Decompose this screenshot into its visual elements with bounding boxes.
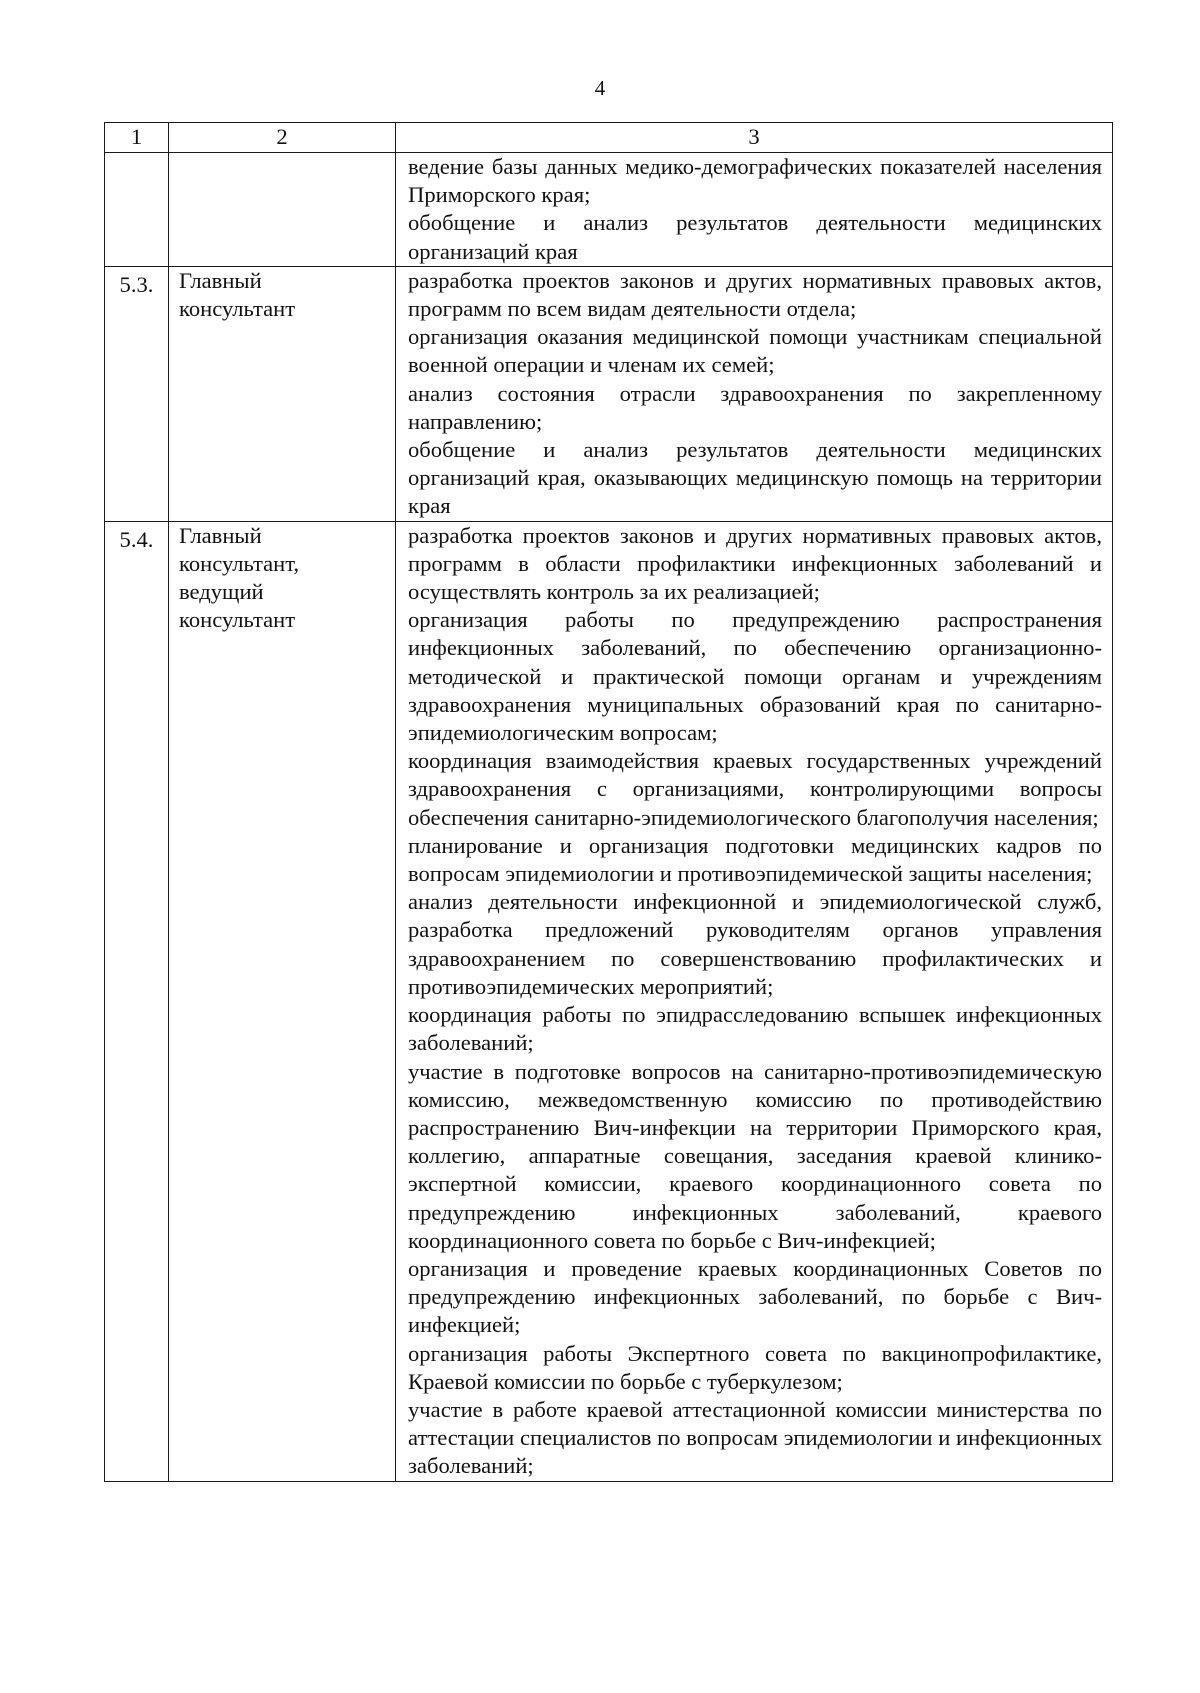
table-row	[105, 521, 1113, 1481]
duty-item: участие в работе краевой аттестационной комиссии министерства по аттестации специалистов по вопросам эпидемиологии и инфекционных заболеваний;	[408, 1396, 1102, 1479]
position-line: Главный	[179, 522, 262, 548]
duties-cell	[396, 153, 1113, 267]
row-number	[105, 266, 169, 521]
duty-item: ведение базы данных медико-демографических показателей населения Приморского края;	[408, 154, 1102, 208]
duty-item: разработка проектов законов и других нормативных правовых актов, программ в области профилактики инфекционных заболеваний и осуществлять контроль за их реализацией;	[408, 522, 1102, 605]
position-cell	[169, 266, 396, 521]
duty-item: организация работы Экспертного совета по вакцинопрофилактике, Краевой комиссии по борьбе с туберкулезом;	[408, 1340, 1102, 1394]
position-cell	[169, 521, 396, 1481]
duty-item: планирование и организация подготовки медицинских кадров по вопросам эпидемиологии и противоэпидемической защиты населения;	[408, 832, 1102, 887]
position-line: консультант	[179, 607, 296, 633]
duty-item: анализ деятельности инфекционной и эпидемиологической служб, разработка предложений руководителям органов управления здравоохранением по совершенствованию профилактических и противоэпидемических мероприятий;	[408, 889, 1102, 999]
header-col-1: 1	[105, 123, 169, 153]
position-line: консультант	[179, 296, 296, 322]
duty-item: координация взаимодействия краевых государственных учреждений здравоохранения с организациями, контролирующими вопросы обеспечения санитарно-эпидемиологического благополучия населения;	[408, 748, 1102, 830]
table-row	[105, 266, 1113, 521]
row-number-text: 5.3.	[119, 271, 154, 297]
position-line: ведущий	[179, 579, 264, 605]
duty-item: анализ состояния отрасли здравоохранения по закрепленному направлению;	[408, 380, 1102, 434]
position-cell	[169, 153, 396, 267]
row-number	[105, 153, 169, 267]
row-number	[105, 521, 169, 1481]
duty-item: координация работы по эпидрасследованию вспышек инфекционных заболеваний;	[408, 1002, 1102, 1056]
duties-table	[104, 122, 1113, 1482]
duties-cell	[396, 266, 1113, 521]
duty-item: разработка проектов законов и других нормативных правовых актов, программ по всем видам деятельности отдела;	[408, 267, 1102, 322]
position-line: Главный	[179, 267, 262, 293]
table-row	[105, 153, 1113, 267]
position-line: консультант,	[179, 550, 300, 576]
duty-item: участие в подготовке вопросов на санитарно-противоэпидемическую комиссию, межведомственную комиссию по противодействию распространению Вич-инфекции на территории Приморского края, коллегию, аппаратные совещания, заседания краевой клинико-экспертной комиссии, краевого координационного совета по предупреждению инфекционных заболеваний, краевого координационного совета по борьбе с Вич-инфекцией;	[408, 1058, 1102, 1253]
page-number: 4	[594, 76, 606, 100]
row-number-text: 5.4.	[119, 526, 154, 552]
duty-item: обобщение и анализ результатов деятельности медицинских организаций края	[408, 210, 1102, 264]
duty-item: организация оказания медицинской помощи участникам специальной военной операции и членам их семей;	[408, 324, 1102, 378]
duty-item: организация и проведение краевых координационных Советов по предупреждению инфекционных заболеваний, по борьбе с Вич-инфекцией;	[408, 1255, 1102, 1338]
header-col-3: 3	[396, 123, 1113, 153]
duties-cell	[396, 521, 1113, 1481]
duty-item: организация работы по предупреждению распространения инфекционных заболеваний, по обеспечению организационно-методической и практической помощи органам и учреждениям здравоохранения муниципальных образований края по санитарно-эпидемиологическим вопросам;	[408, 607, 1102, 746]
duty-item: обобщение и анализ результатов деятельности медицинских организаций края, оказывающих медицинскую помощь на территории края	[408, 437, 1102, 519]
table-header-row	[105, 123, 1113, 153]
header-col-2: 2	[169, 123, 396, 153]
